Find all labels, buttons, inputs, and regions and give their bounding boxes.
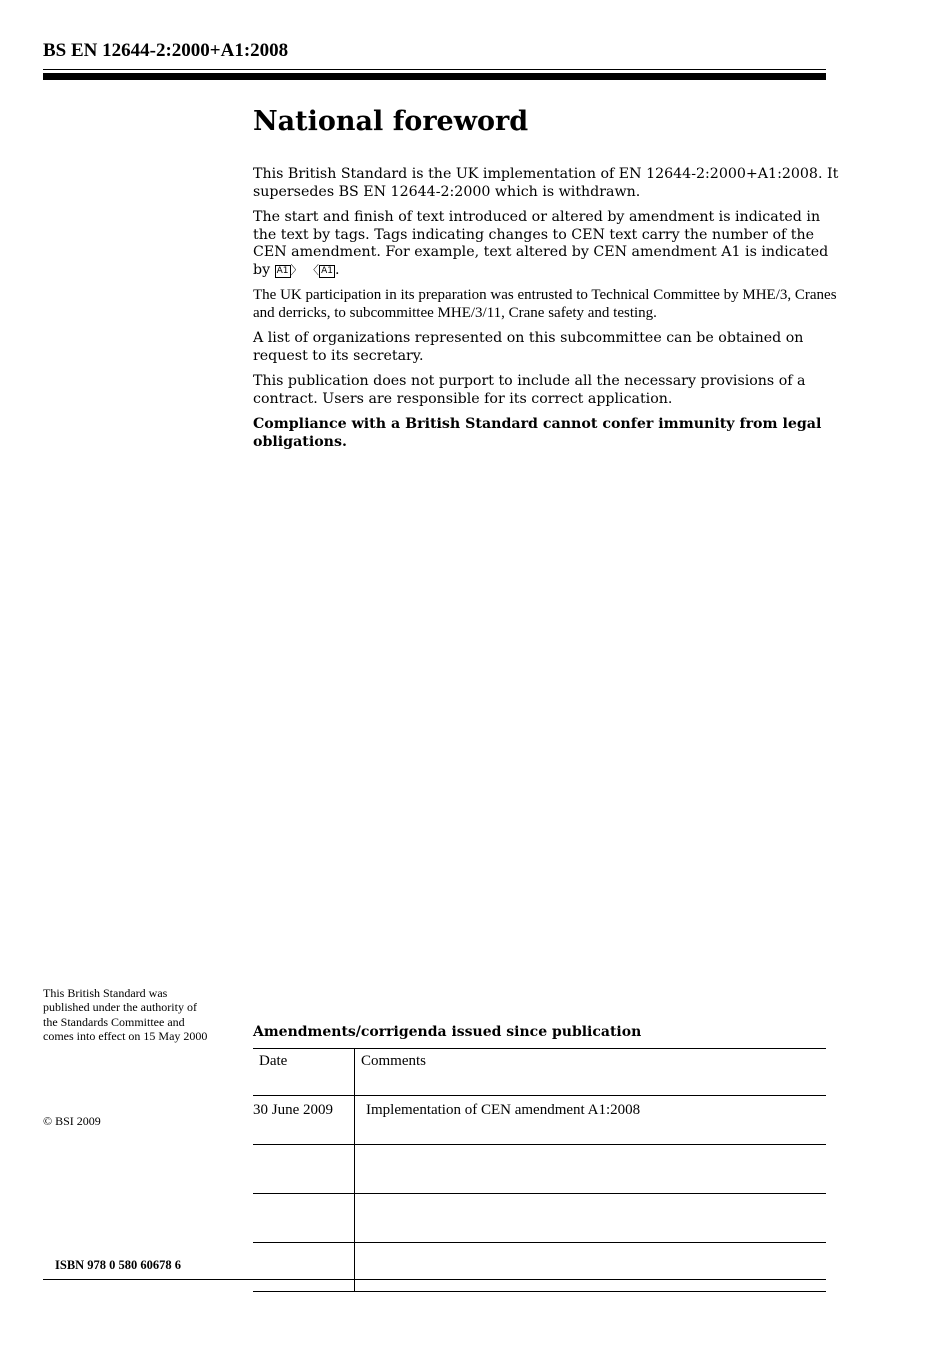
amendment-date: [253, 1194, 355, 1243]
amendment-comment: [355, 1243, 827, 1292]
paragraph-amendment-tags: [253, 209, 843, 279]
amendment-date: 30 June 2009: [253, 1096, 355, 1145]
table-header-row: [253, 1049, 826, 1096]
paragraph-organizations: A list of organizations represented on this subcommittee can be obtained on request to its secretary.: [253, 330, 804, 364]
amendment-tags-text: The start and finish of text introduced or altered by amendment is indicated in the text by tags. Tags indicating changes to CEN text carry the number of the CEN amendment. For example, text altered by CEN amendment A1 is indicated by: [253, 209, 829, 278]
header-rule-thick: [43, 73, 826, 80]
amendment-comment: [355, 1145, 827, 1194]
table-row: [253, 1243, 826, 1292]
publication-note: This British Standard was published under the authority of the Standards Committee and comes into effect on 15 May 2000: [43, 986, 208, 1044]
amendment-date: [253, 1243, 355, 1292]
tag-arrow-right-icon: 〉: [290, 262, 303, 277]
table-row: [253, 1194, 826, 1243]
amendment-comment: Implementation of CEN amendment A1:2008: [355, 1096, 827, 1145]
amendments-heading: Amendments/corrigenda issued since publication: [253, 1024, 642, 1040]
amendment-end-tag-icon: A1: [321, 265, 333, 276]
header-rule-thin: [43, 69, 826, 70]
tag-arrow-left-icon: 〈: [307, 262, 320, 277]
amendment-date: [253, 1145, 355, 1194]
paragraph-contract: This publication does not purport to include all the necessary provisions of a contract. Users are responsible for its correct application.: [253, 373, 806, 407]
paragraph-implementation: This British Standard is the UK implementation of EN 12644-2:2000+A1:2008. It supersedes BS EN 12644-2:2000 which is withdrawn.: [253, 166, 839, 200]
column-header-comments: Comments: [355, 1049, 827, 1096]
page-title: National foreword: [253, 106, 529, 137]
isbn: ISBN 978 0 580 60678 6: [55, 1258, 182, 1272]
paragraph-committee: The UK participation in its preparation was entrusted to Technical Committee by MHE/3, Cranes and derricks, to subcommittee MHE/3/11, Crane safety and testing.: [253, 287, 837, 321]
table-row: [253, 1096, 826, 1145]
copyright-notice: © BSI 2009: [43, 1114, 101, 1128]
footer-rule: [43, 1279, 826, 1280]
paragraph-compliance: Compliance with a British Standard cannot confer immunity from legal obligations.: [253, 416, 822, 450]
foreword-body: [253, 166, 843, 459]
column-header-date: Date: [253, 1049, 355, 1096]
amendment-tags-end: .: [334, 261, 340, 278]
amendment-start-tag-icon: A1: [276, 265, 289, 276]
table-row: [253, 1145, 826, 1194]
standard-id: BS EN 12644-2:2000+A1:2008: [43, 40, 289, 61]
amendment-comment: [355, 1194, 827, 1243]
amendments-table: [253, 1048, 826, 1292]
